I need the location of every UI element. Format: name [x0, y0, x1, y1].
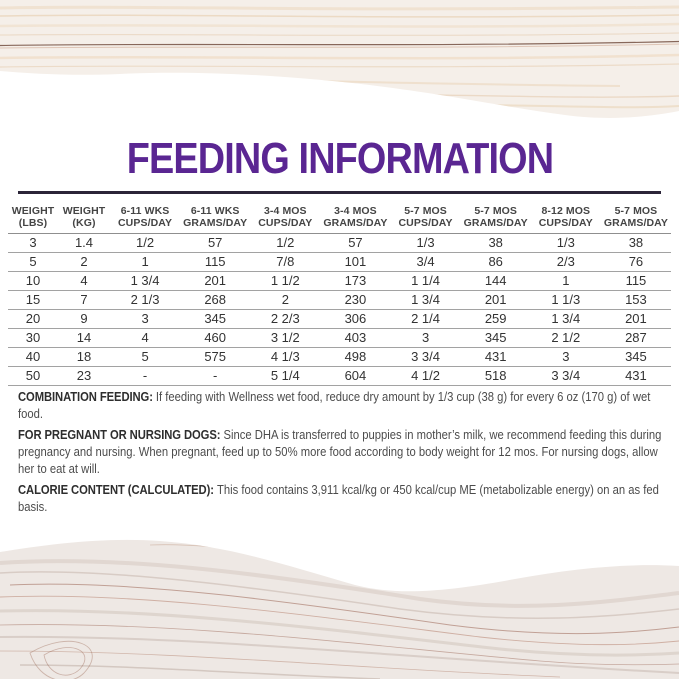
- note-label: CALORIE CONTENT (CALCULATED):: [18, 483, 217, 497]
- table-cell: 57: [348, 235, 363, 250]
- table-header-row: [8, 205, 671, 234]
- table-cell: 230: [344, 292, 367, 307]
- table-cell: 5: [29, 254, 37, 269]
- table-cell: 40: [25, 349, 41, 364]
- table-row: [8, 291, 671, 310]
- table-cell: 431: [484, 349, 507, 364]
- table-cell: 3: [421, 330, 430, 345]
- column-header: 6-11 WKS CUPS/DAY: [118, 205, 173, 229]
- table-cell: 345: [484, 330, 507, 345]
- table-cell: 4 1/2: [411, 368, 441, 383]
- table-cell: 518: [484, 368, 507, 383]
- table-cell: 1.4: [74, 235, 94, 250]
- table-cell: 18: [76, 349, 92, 364]
- table-cell: 7/8: [276, 254, 295, 269]
- table-cell: 1/2: [276, 235, 295, 250]
- wood-texture-top: [0, 0, 679, 132]
- table-cell: 1/3: [556, 235, 575, 250]
- column-header: 5-7 MOS CUPS/DAY: [398, 205, 453, 229]
- table-row: [8, 348, 671, 367]
- table-cell: 4: [80, 273, 88, 288]
- table-cell: 38: [488, 235, 503, 250]
- notes: [18, 389, 664, 520]
- wood-texture-bottom: [0, 533, 679, 679]
- table-cell: 3: [29, 235, 37, 250]
- table-cell: 1/2: [136, 235, 155, 250]
- table-cell: 2 1/3: [130, 292, 160, 307]
- table-cell: 2 2/3: [270, 311, 300, 326]
- table-row: [8, 310, 671, 329]
- title-divider-rule: [18, 191, 661, 194]
- table-cell: 1 1/4: [411, 273, 441, 288]
- table-row: [8, 367, 671, 386]
- table-cell: 20: [25, 311, 41, 326]
- table-cell: 173: [344, 273, 367, 288]
- column-header: 8-12 MOS CUPS/DAY: [538, 205, 593, 229]
- table-cell: 498: [344, 349, 367, 364]
- table-cell: -: [213, 368, 218, 383]
- table-cell: 23: [76, 368, 92, 383]
- table-cell: 9: [80, 311, 88, 326]
- table-cell: 268: [204, 292, 227, 307]
- note: [18, 482, 664, 516]
- column-header: 3-4 MOS GRAMS/DAY: [323, 205, 388, 229]
- note-text: Since DHA is transferred to puppies in mother’s milk, we recommend feeding this during pregnancy and nursing. When pregnant, feed up to 50% more food according to body weight for 12 mos. For nursing dogs, allow her to eat at will.: [18, 428, 662, 476]
- table-cell: 1/3: [416, 235, 435, 250]
- table-cell: 1 3/4: [130, 273, 160, 288]
- table-cell: 604: [344, 368, 367, 383]
- column-header: 6-11 WKS GRAMS/DAY: [183, 205, 248, 229]
- table-cell: 86: [488, 254, 503, 269]
- table-cell: 2: [281, 292, 289, 307]
- page-title-wrap: [0, 136, 679, 182]
- column-header: 3-4 MOS CUPS/DAY: [258, 205, 313, 229]
- table-cell: 201: [484, 292, 507, 307]
- table-cell: 153: [625, 292, 647, 307]
- note-label: COMBINATION FEEDING:: [18, 390, 156, 404]
- table-cell: 1 1/2: [270, 273, 300, 288]
- table-cell: 306: [344, 311, 367, 326]
- table-cell: 2 1/2: [551, 330, 581, 345]
- table-cell: 4: [141, 330, 149, 345]
- table-row: [8, 272, 671, 291]
- column-header: 5-7 MOS GRAMS/DAY: [603, 205, 668, 229]
- table-cell: 3/4: [416, 254, 435, 269]
- table-cell: 57: [207, 235, 223, 250]
- column-header: 5-7 MOS GRAMS/DAY: [463, 205, 528, 229]
- table-cell: 1 1/3: [551, 292, 581, 307]
- table-cell: 3: [141, 311, 149, 326]
- table-cell: 115: [204, 254, 226, 269]
- table-cell: 7: [80, 292, 88, 307]
- page-title: FEEDING INFORMATION: [126, 134, 553, 183]
- note: [18, 427, 664, 478]
- table-cell: 38: [628, 235, 644, 250]
- table-cell: 2 1/4: [411, 311, 441, 326]
- table-row: [8, 234, 671, 253]
- note-text: This food contains 3,911 kcal/kg or 450 kcal/cup ME (metabolizable energy) on an as fed basis.: [18, 483, 659, 514]
- table-cell: 345: [625, 349, 647, 364]
- column-header: WEIGHT (KG): [62, 205, 106, 229]
- table-cell: 1: [141, 254, 149, 269]
- table-cell: 3: [562, 349, 570, 364]
- table-cell: 1: [562, 273, 570, 288]
- column-header: WEIGHT (LBS): [11, 205, 55, 229]
- table-row: [8, 329, 671, 348]
- table-cell: 403: [344, 330, 367, 345]
- table-cell: 575: [204, 349, 227, 364]
- note-label: FOR PREGNANT OR NURSING DOGS:: [18, 428, 224, 442]
- table-cell: 115: [625, 273, 647, 288]
- table-cell: 201: [625, 311, 647, 326]
- table-cell: 144: [484, 273, 507, 288]
- note: [18, 389, 664, 423]
- table-cell: 2: [80, 254, 88, 269]
- table-cell: 201: [204, 273, 227, 288]
- table-cell: 345: [204, 311, 227, 326]
- table-cell: 3 1/2: [270, 330, 300, 345]
- table-cell: 2/3: [556, 254, 575, 269]
- table-cell: 4 1/3: [270, 349, 300, 364]
- table-cell: 1 3/4: [551, 311, 581, 326]
- note-text: If feeding with Wellness wet food, reduce dry amount by 1/3 cup (38 g) for every 6 oz (170 g) of wet food.: [18, 390, 651, 421]
- table-cell: 10: [25, 273, 41, 288]
- table-cell: 101: [344, 254, 367, 269]
- table-row: [8, 253, 671, 272]
- table-cell: 15: [25, 292, 41, 307]
- table-cell: 1 3/4: [411, 292, 441, 307]
- table-cell: 30: [25, 330, 41, 345]
- table-cell: 259: [484, 311, 507, 326]
- table-cell: 460: [204, 330, 227, 345]
- table-cell: -: [142, 368, 148, 383]
- table-cell: 5: [141, 349, 149, 364]
- table-cell: 5 1/4: [270, 368, 300, 383]
- table-cell: 50: [25, 368, 41, 383]
- table-cell: 76: [628, 254, 644, 269]
- table-cell: 3 3/4: [411, 349, 441, 364]
- table-cell: 14: [76, 330, 92, 345]
- table-cell: 287: [625, 330, 647, 345]
- table-cell: 3 3/4: [551, 368, 581, 383]
- table-cell: 431: [625, 368, 647, 383]
- feeding-table: [8, 205, 671, 386]
